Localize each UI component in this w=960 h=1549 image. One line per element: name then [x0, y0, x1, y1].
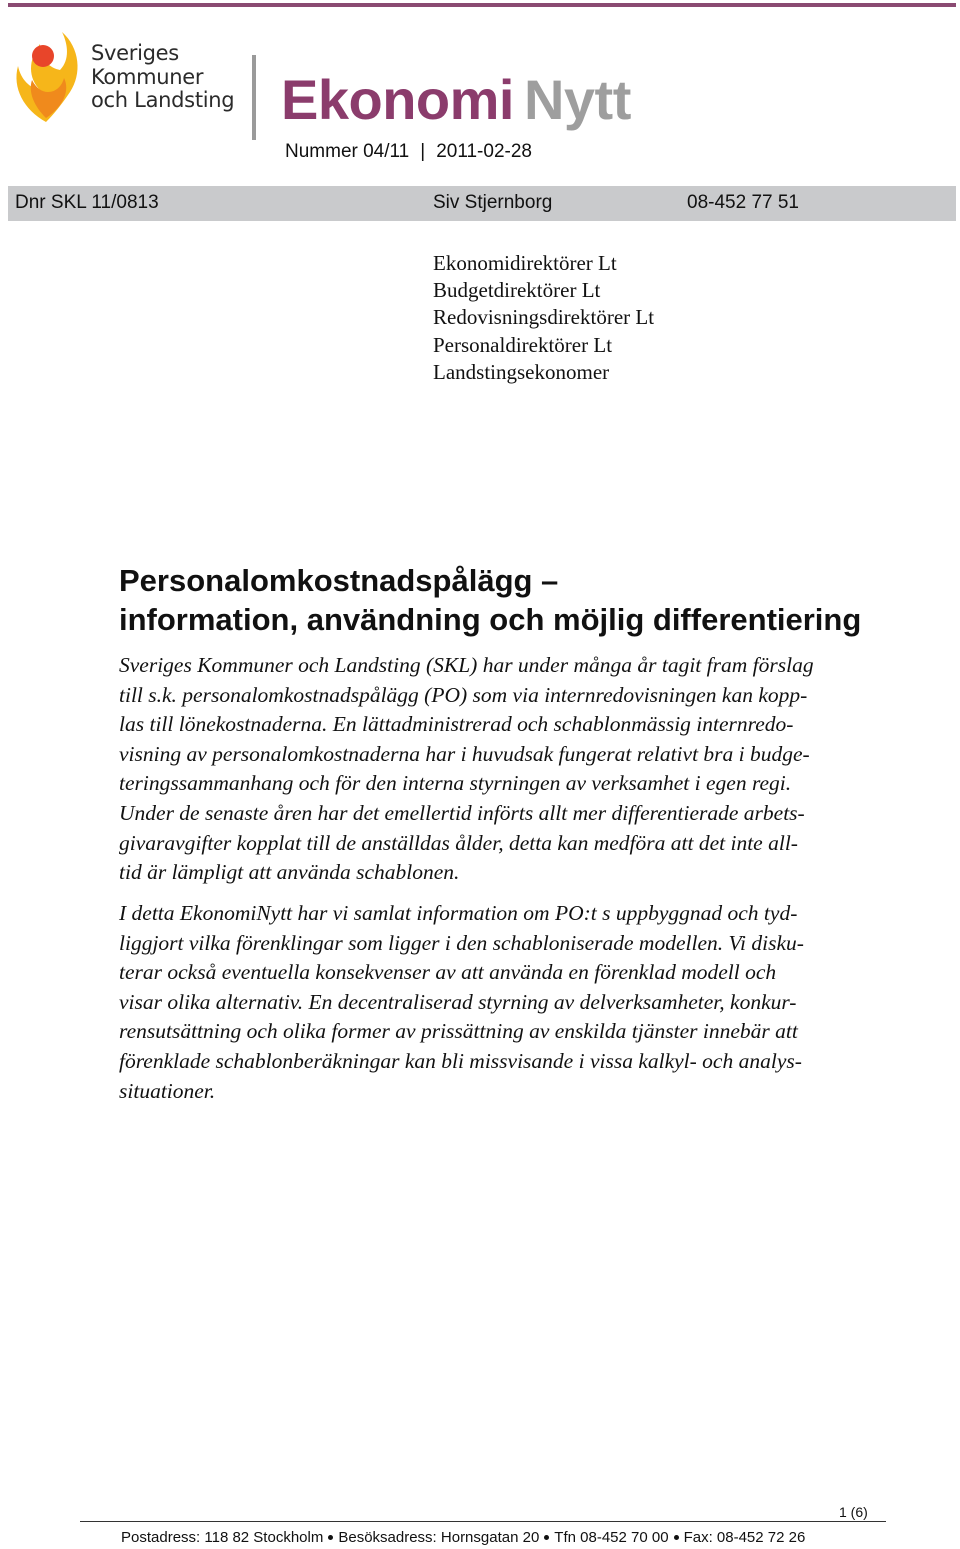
- skl-flame-icon: [10, 30, 82, 125]
- reference-bar: [8, 186, 956, 221]
- text-line: visning av personalomkostnaderna har i huvudsak fungerat relativt bra i budge-: [119, 741, 810, 766]
- recipient: Personaldirektörer Lt: [433, 332, 613, 357]
- dnr-reference: Dnr SKL 11/0813: [15, 192, 159, 213]
- org-name-line-3: och Landsting: [91, 88, 235, 112]
- text-line: Under de senaste åren har det emellertid införts allt mer differentierade arbets-: [119, 800, 805, 825]
- newsletter-title-part-1: Ekonomi: [281, 68, 514, 131]
- issue-date: 2011-02-28: [436, 141, 532, 162]
- top-accent-rule: [8, 3, 956, 7]
- recipient: Budgetdirektörer Lt: [433, 278, 601, 303]
- text-line: liggjort vilka förenklingar som ligger i den schabloniserade modellen. Vi disku-: [119, 930, 804, 955]
- lead-paragraph-2: [119, 899, 899, 1106]
- text-line: givaravgifter kopplat till de anställdas ålder, detta kan medföra att det inte all-: [119, 830, 798, 855]
- newsletter-title-part-2: Nytt: [523, 68, 631, 131]
- text-line: situationer.: [119, 1078, 216, 1103]
- bullet-separator-icon: [328, 1535, 333, 1540]
- contact-phone: 08-452 77 51: [687, 192, 799, 213]
- article-title: [119, 561, 861, 639]
- visiting-address: Besöksadress: Hornsgatan 20: [338, 1529, 540, 1546]
- recipient: Ekonomidirektörer Lt: [433, 251, 617, 275]
- issue-number: Nummer 04/11: [285, 141, 410, 162]
- article-title-line-1: Personalomkostnadspålägg –: [119, 563, 559, 598]
- text-line: Sveriges Kommuner och Landsting (SKL) har under många år tagit fram förslag: [119, 653, 814, 677]
- page-number: 1 (6): [839, 1504, 868, 1520]
- newsletter-title: [281, 68, 631, 132]
- postal-address: Postadress: 118 82 Stockholm: [121, 1529, 324, 1546]
- text-line: visar olika alternativ. En decentraliserad styrning av delverksamheter, konkur-: [119, 989, 797, 1014]
- issue-line: [285, 140, 532, 164]
- text-line: terar också eventuella konsekvenser av att använda en förenklad modell och: [119, 960, 777, 985]
- issue-separator: |: [420, 141, 426, 162]
- recipient: Redovisningsdirektörer Lt: [433, 305, 655, 330]
- article-title-line-2: information, användning och möjlig differentiering: [119, 602, 862, 637]
- text-line: rensutsättning och olika former av prissättning av enskilda tjänster innebär att: [119, 1019, 798, 1044]
- text-line: teringssammanhang och för den interna styrningen av verksamhet i egen regi.: [119, 771, 792, 796]
- text-line: förenklade schablonberäkningar kan bli missvisande i vissa kalkyl- och analys-: [119, 1048, 802, 1073]
- contact-name: Siv Stjernborg: [433, 192, 553, 213]
- phone-number: Tfn 08-452 70 00: [554, 1529, 669, 1546]
- org-name-line-2: Kommuner: [91, 64, 204, 89]
- org-name: [91, 42, 234, 113]
- recipient-list: [433, 250, 654, 386]
- text-line: till s.k. personalomkostnadspålägg (PO) som via internredovisningen kan kopp-: [119, 682, 808, 707]
- skl-logo: [10, 30, 240, 125]
- bullet-separator-icon: [544, 1535, 549, 1540]
- footer-address: [121, 1529, 805, 1546]
- text-line: tid är lämpligt att använda schablonen.: [119, 860, 460, 885]
- lead-paragraph-1: [119, 651, 899, 888]
- bullet-separator-icon: [674, 1535, 679, 1540]
- text-line: las till lönekostnaderna. En lättadministrerad och schablonmässig internredo-: [119, 712, 794, 737]
- text-line: I detta EkonomiNytt har vi samlat information om PO:t s uppbyggnad och tyd-: [119, 901, 798, 925]
- recipient: Landstingsekonomer: [433, 359, 610, 384]
- fax-number: Fax: 08-452 72 26: [683, 1529, 806, 1546]
- footer-rule: [80, 1521, 886, 1522]
- header-divider: [252, 55, 256, 140]
- org-name-line-1: Sveriges: [91, 41, 179, 65]
